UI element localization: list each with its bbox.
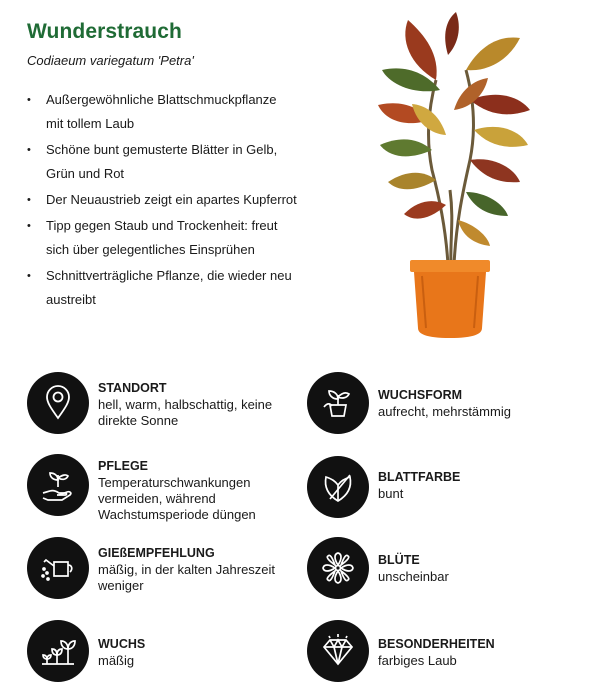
attribute-value: farbiges Laub [378, 653, 457, 668]
bullet: • [27, 144, 31, 156]
bluete-icon-circle [307, 537, 369, 599]
flower-icon [320, 550, 356, 586]
giessempfehlung-icon-circle [27, 537, 89, 599]
bullet: • [27, 220, 31, 232]
bullet: • [27, 194, 31, 206]
feature-text: Schöne bunt gemusterte Blätter in Gelb, Grün und Rot [46, 142, 278, 181]
attribute-value: mäßig [98, 653, 135, 668]
attribute-value: aufrecht, mehrstämmig [378, 404, 511, 419]
attribute-label: STANDORT [98, 381, 167, 395]
diamond-icon [320, 633, 356, 669]
attribute-value: hell, warm, halbschattig, keine direkte Sonne [98, 397, 273, 428]
attribute-label: GIEßEMPFEHLUNG [98, 546, 215, 560]
standort-icon-circle [27, 372, 89, 434]
feature-item [27, 188, 297, 212]
location-pin-icon [40, 385, 76, 421]
hand-seedling-icon [40, 467, 76, 503]
attribute-standort [27, 372, 297, 436]
watering-can-icon [40, 550, 76, 586]
attribute-giessempfehlung [27, 537, 297, 601]
sprouts-icon [40, 633, 76, 669]
attribute-pflege [27, 454, 297, 522]
wuchs-icon-circle [27, 620, 89, 682]
feature-item [27, 138, 297, 186]
botanical-name: Codiaeum variegatum 'Petra' [27, 53, 194, 68]
feature-text: Schnittverträgliche Pflanze, die wieder neu austreibt [46, 268, 292, 307]
attribute-blattfarbe [307, 456, 577, 520]
blattfarbe-icon-circle [307, 456, 369, 518]
attribute-label: BESONDERHEITEN [378, 637, 495, 651]
plant-image [370, 10, 540, 345]
feature-list [27, 88, 297, 314]
wuchsform-icon-circle [307, 372, 369, 434]
besonderheiten-icon-circle [307, 620, 369, 682]
feature-item [27, 88, 297, 136]
attribute-label: PFLEGE [98, 459, 149, 473]
attribute-bluete [307, 537, 577, 601]
attribute-value: Temperaturschwankungen vermeiden, während Wachstumsperiode düngen [98, 475, 256, 522]
potted-plant-icon [320, 385, 356, 421]
attribute-value: unscheinbar [378, 569, 449, 584]
attribute-besonderheiten [307, 620, 577, 684]
attribute-wuchs [27, 620, 297, 684]
attribute-label: WUCHSFORM [378, 388, 463, 402]
attribute-label: BLATTFARBE [378, 470, 461, 484]
feature-text: Der Neuaustrieb zeigt ein apartes Kupferrot [46, 192, 297, 207]
leaf-icon [320, 469, 356, 505]
product-title: Wunderstrauch [27, 20, 182, 43]
feature-item [27, 264, 297, 312]
bullet: • [27, 270, 31, 282]
feature-item [27, 214, 297, 262]
attribute-value: mäßig, in der kalten Jahreszeit weniger [98, 562, 276, 593]
attribute-label: WUCHS [98, 637, 146, 651]
attribute-value: bunt [378, 486, 404, 501]
attribute-label: BLÜTE [378, 553, 420, 567]
feature-text: Außergewöhnliche Blattschmuckpflanze mit tollem Laub [46, 92, 277, 131]
attribute-wuchsform [307, 372, 577, 436]
pflege-icon-circle [27, 454, 89, 516]
feature-text: Tipp gegen Staub und Trockenheit: freut sich über gelegentliches Einsprühen [46, 218, 278, 257]
bullet: • [27, 94, 31, 106]
